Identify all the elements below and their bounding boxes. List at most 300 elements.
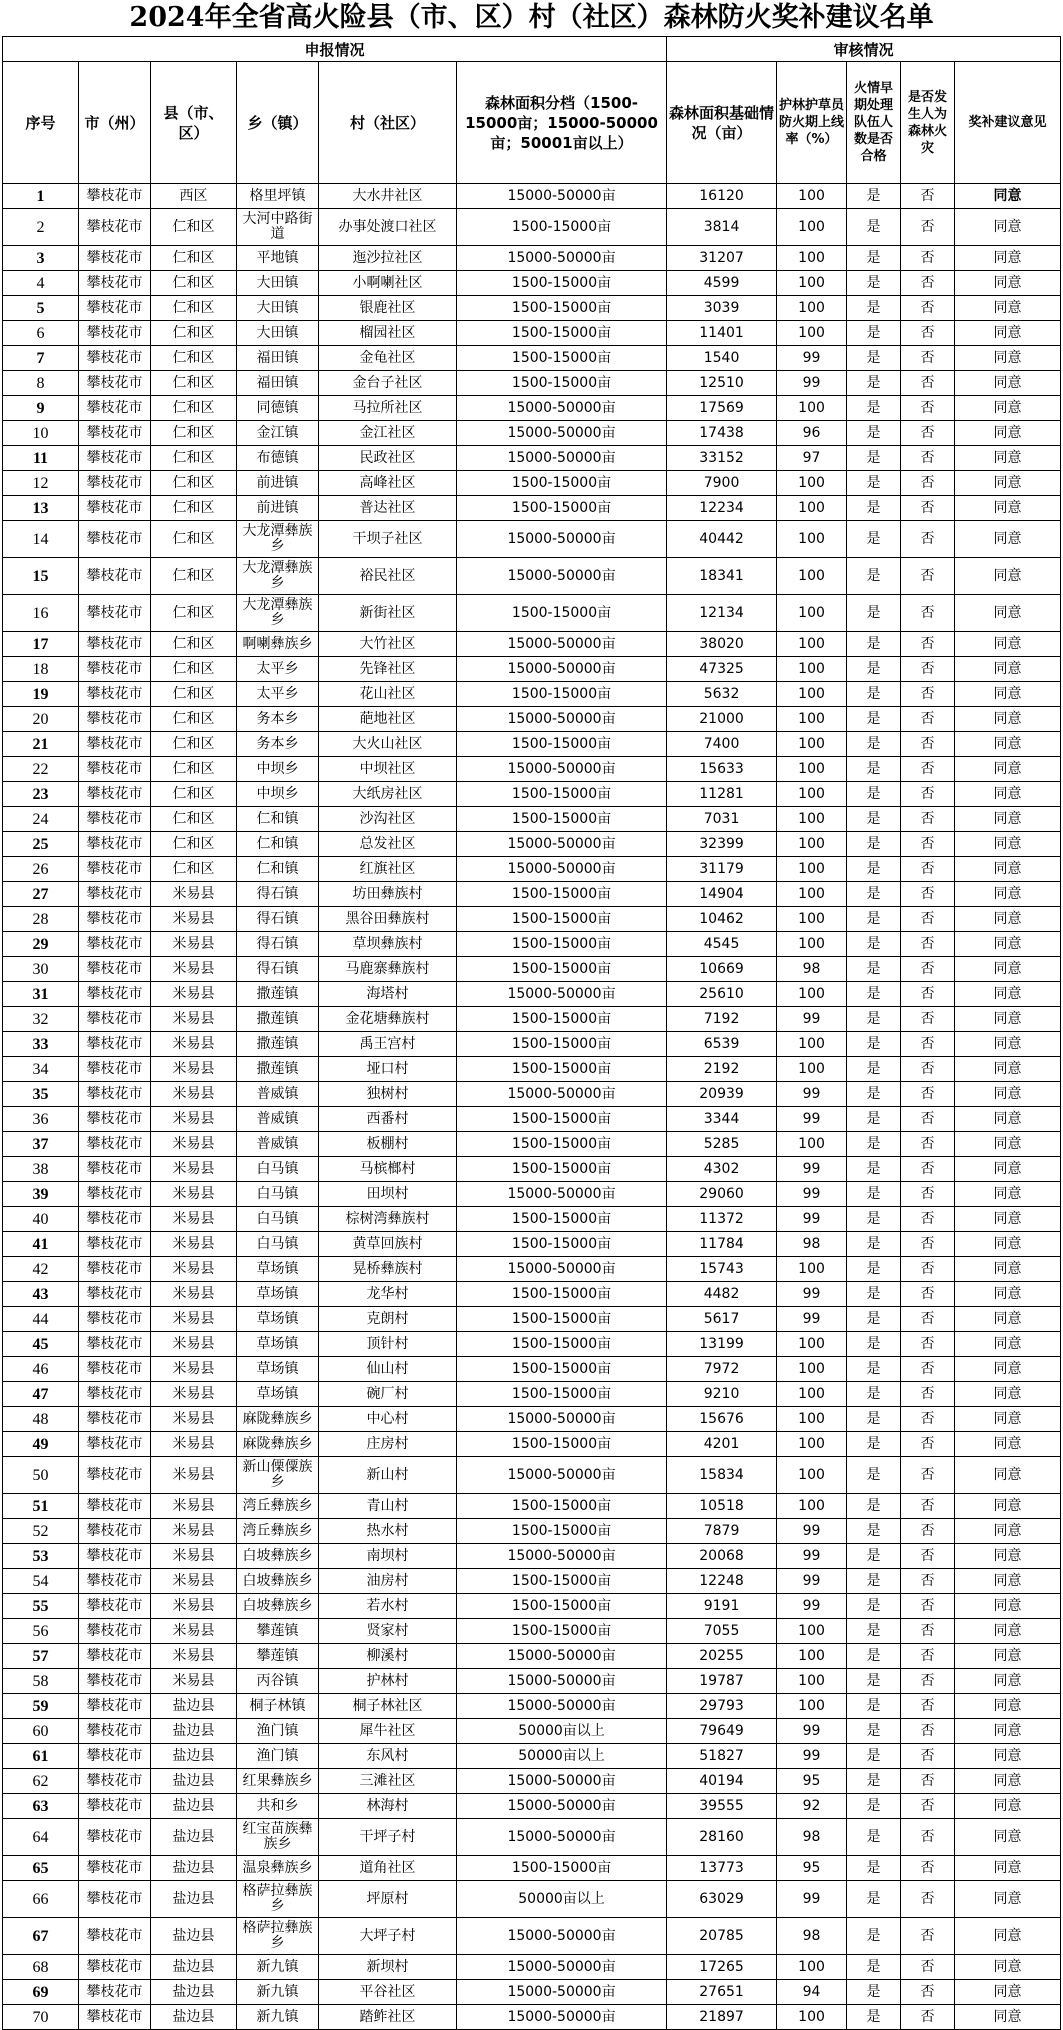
cell-city: 攀枝花市	[79, 1182, 151, 1207]
cell-area: 29060	[667, 1182, 777, 1207]
cell-tier: 1500-15000亩	[457, 1382, 667, 1407]
cell-seq: 9	[3, 396, 79, 421]
cell-tier: 15000-50000亩	[457, 1918, 667, 1955]
cell-fire: 否	[901, 1955, 955, 1980]
cell-fire: 否	[901, 371, 955, 396]
cell-team: 是	[847, 1819, 901, 1856]
cell-advice: 同意	[955, 1918, 1061, 1955]
cell-city: 攀枝花市	[79, 1918, 151, 1955]
cell-town: 桐子林镇	[237, 1694, 319, 1719]
cell-team: 是	[847, 1881, 901, 1918]
cell-area: 40194	[667, 1769, 777, 1794]
cell-area: 38020	[667, 632, 777, 657]
cell-county: 米易县	[151, 1644, 237, 1669]
cell-town: 白马镇	[237, 1182, 319, 1207]
cell-advice: 同意	[955, 1519, 1061, 1544]
cell-city: 攀枝花市	[79, 1769, 151, 1794]
cell-team: 是	[847, 957, 901, 982]
cell-advice: 同意	[955, 1980, 1061, 2005]
cell-town: 共和乡	[237, 1794, 319, 1819]
cell-county: 仁和区	[151, 346, 237, 371]
cell-seq: 64	[3, 1819, 79, 1856]
cell-fire: 否	[901, 1719, 955, 1744]
cell-area: 11281	[667, 782, 777, 807]
cell-seq: 43	[3, 1282, 79, 1307]
cell-seq: 28	[3, 907, 79, 932]
cell-fire: 否	[901, 1918, 955, 1955]
cell-city: 攀枝花市	[79, 1819, 151, 1856]
cell-rate: 100	[777, 1407, 847, 1432]
table-row	[3, 521, 1061, 558]
cell-area: 14904	[667, 882, 777, 907]
cell-area: 10669	[667, 957, 777, 982]
col-team: 火情早期处理队伍人数是否合格	[847, 62, 901, 184]
cell-county: 米易县	[151, 1457, 237, 1494]
cell-seq: 68	[3, 1955, 79, 1980]
cell-city: 攀枝花市	[79, 521, 151, 558]
cell-tier: 15000-50000亩	[457, 246, 667, 271]
cell-town: 大田镇	[237, 271, 319, 296]
cell-fire: 否	[901, 558, 955, 595]
cell-fire: 否	[901, 1881, 955, 1918]
cell-town: 攀莲镇	[237, 1619, 319, 1644]
cell-town: 渔门镇	[237, 1719, 319, 1744]
cell-team: 是	[847, 1307, 901, 1332]
cell-seq: 38	[3, 1157, 79, 1182]
cell-village: 高峰社区	[319, 471, 457, 496]
cell-seq: 4	[3, 271, 79, 296]
table-row	[3, 1744, 1061, 1769]
table-row	[3, 882, 1061, 907]
cell-team: 是	[847, 1544, 901, 1569]
cell-team: 是	[847, 1719, 901, 1744]
cell-city: 攀枝花市	[79, 1032, 151, 1057]
cell-village: 坪原村	[319, 1881, 457, 1918]
cell-seq: 50	[3, 1457, 79, 1494]
cell-seq: 36	[3, 1107, 79, 1132]
cell-county: 米易县	[151, 882, 237, 907]
cell-seq: 45	[3, 1332, 79, 1357]
cell-town: 得石镇	[237, 907, 319, 932]
cell-advice: 同意	[955, 1881, 1061, 1918]
cell-town: 仁和镇	[237, 807, 319, 832]
cell-tier: 15000-50000亩	[457, 184, 667, 209]
cell-town: 务本乡	[237, 732, 319, 757]
cell-team: 是	[847, 932, 901, 957]
cell-county: 仁和区	[151, 471, 237, 496]
cell-team: 是	[847, 682, 901, 707]
cell-rate: 99	[777, 371, 847, 396]
cell-city: 攀枝花市	[79, 595, 151, 632]
table-row	[3, 446, 1061, 471]
cell-fire: 否	[901, 496, 955, 521]
cell-area: 32399	[667, 832, 777, 857]
cell-tier: 1500-15000亩	[457, 271, 667, 296]
cell-town: 得石镇	[237, 882, 319, 907]
cell-area: 79649	[667, 1719, 777, 1744]
cell-seq: 42	[3, 1257, 79, 1282]
cell-county: 仁和区	[151, 321, 237, 346]
cell-advice: 同意	[955, 907, 1061, 932]
cell-county: 仁和区	[151, 657, 237, 682]
cell-area: 15743	[667, 1257, 777, 1282]
cell-tier: 1500-15000亩	[457, 321, 667, 346]
cell-area: 5285	[667, 1132, 777, 1157]
cell-seq: 13	[3, 496, 79, 521]
cell-town: 大河中路街道	[237, 209, 319, 246]
cell-fire: 否	[901, 1819, 955, 1856]
cell-area: 47325	[667, 657, 777, 682]
cell-area: 15633	[667, 757, 777, 782]
cell-rate: 100	[777, 1494, 847, 1519]
cell-team: 是	[847, 1332, 901, 1357]
cell-team: 是	[847, 1669, 901, 1694]
cell-city: 攀枝花市	[79, 1207, 151, 1232]
cell-seq: 49	[3, 1432, 79, 1457]
cell-town: 前进镇	[237, 496, 319, 521]
cell-village: 大竹社区	[319, 632, 457, 657]
cell-seq: 47	[3, 1382, 79, 1407]
cell-village: 裕民社区	[319, 558, 457, 595]
cell-county: 米易县	[151, 1432, 237, 1457]
cell-team: 是	[847, 1082, 901, 1107]
cell-village: 干坝子社区	[319, 521, 457, 558]
cell-city: 攀枝花市	[79, 732, 151, 757]
cell-village: 三滩社区	[319, 1769, 457, 1794]
cell-tier: 15000-50000亩	[457, 1819, 667, 1856]
cell-fire: 否	[901, 1407, 955, 1432]
cell-team: 是	[847, 1694, 901, 1719]
cell-fire: 否	[901, 1669, 955, 1694]
cell-team: 是	[847, 882, 901, 907]
cell-town: 攀莲镇	[237, 1644, 319, 1669]
cell-rate: 94	[777, 1980, 847, 2005]
cell-county: 米易县	[151, 1182, 237, 1207]
cell-advice: 同意	[955, 271, 1061, 296]
cell-tier: 15000-50000亩	[457, 757, 667, 782]
cell-area: 15676	[667, 1407, 777, 1432]
table-row	[3, 657, 1061, 682]
cell-team: 是	[847, 1794, 901, 1819]
cell-rate: 99	[777, 1207, 847, 1232]
cell-team: 是	[847, 1432, 901, 1457]
table-row	[3, 296, 1061, 321]
cell-seq: 52	[3, 1519, 79, 1544]
cell-town: 得石镇	[237, 957, 319, 982]
cell-town: 大龙潭彝族乡	[237, 558, 319, 595]
cell-team: 是	[847, 1856, 901, 1881]
col-rate: 护林护草员防火期上线率（%）	[777, 62, 847, 184]
cell-fire: 否	[901, 1157, 955, 1182]
cell-fire: 否	[901, 1132, 955, 1157]
cell-village: 犀牛社区	[319, 1719, 457, 1744]
table-row	[3, 1569, 1061, 1594]
cell-village: 草坝彝族村	[319, 932, 457, 957]
cell-city: 攀枝花市	[79, 1432, 151, 1457]
cell-county: 西区	[151, 184, 237, 209]
cell-rate: 100	[777, 1669, 847, 1694]
cell-village: 办事处渡口社区	[319, 209, 457, 246]
cell-tier: 15000-50000亩	[457, 1955, 667, 1980]
cell-village: 黑谷田彝族村	[319, 907, 457, 932]
cell-advice: 同意	[955, 1594, 1061, 1619]
cell-village: 碗厂村	[319, 1382, 457, 1407]
cell-town: 大田镇	[237, 296, 319, 321]
cell-fire: 否	[901, 471, 955, 496]
cell-county: 米易县	[151, 1357, 237, 1382]
cell-team: 是	[847, 1057, 901, 1082]
cell-village: 黄草回族村	[319, 1232, 457, 1257]
cell-fire: 否	[901, 1494, 955, 1519]
cell-tier: 15000-50000亩	[457, 707, 667, 732]
table-row	[3, 1232, 1061, 1257]
cell-seq: 35	[3, 1082, 79, 1107]
cell-area: 29793	[667, 1694, 777, 1719]
cell-village: 护林村	[319, 1669, 457, 1694]
cell-tier: 1500-15000亩	[457, 1232, 667, 1257]
cell-fire: 否	[901, 682, 955, 707]
cell-city: 攀枝花市	[79, 1594, 151, 1619]
cell-county: 米易县	[151, 1519, 237, 1544]
cell-city: 攀枝花市	[79, 832, 151, 857]
cell-town: 得石镇	[237, 932, 319, 957]
cell-team: 是	[847, 246, 901, 271]
cell-seq: 63	[3, 1794, 79, 1819]
cell-fire: 否	[901, 1107, 955, 1132]
cell-fire: 否	[901, 1232, 955, 1257]
cell-area: 63029	[667, 1881, 777, 1918]
cell-advice: 同意	[955, 1744, 1061, 1769]
cell-fire: 否	[901, 707, 955, 732]
table-row	[3, 1007, 1061, 1032]
cell-village: 金台子社区	[319, 371, 457, 396]
cell-county: 仁和区	[151, 707, 237, 732]
cell-fire: 否	[901, 657, 955, 682]
cell-advice: 同意	[955, 1569, 1061, 1594]
cell-village: 干坪子村	[319, 1819, 457, 1856]
cell-fire: 否	[901, 832, 955, 857]
cell-advice: 同意	[955, 1182, 1061, 1207]
cell-advice: 同意	[955, 1407, 1061, 1432]
table-row	[3, 271, 1061, 296]
cell-rate: 100	[777, 184, 847, 209]
cell-fire: 否	[901, 732, 955, 757]
cell-fire: 否	[901, 1257, 955, 1282]
cell-advice: 同意	[955, 957, 1061, 982]
cell-town: 普威镇	[237, 1132, 319, 1157]
cell-seq: 70	[3, 2005, 79, 2030]
cell-team: 是	[847, 1494, 901, 1519]
cell-fire: 否	[901, 932, 955, 957]
cell-city: 攀枝花市	[79, 907, 151, 932]
cell-town: 前进镇	[237, 471, 319, 496]
cell-village: 葩地社区	[319, 707, 457, 732]
cell-city: 攀枝花市	[79, 1794, 151, 1819]
cell-area: 11401	[667, 321, 777, 346]
table-row	[3, 595, 1061, 632]
cell-advice: 同意	[955, 1232, 1061, 1257]
cell-county: 盐边县	[151, 1881, 237, 1918]
cell-seq: 18	[3, 657, 79, 682]
cell-rate: 100	[777, 1057, 847, 1082]
cell-county: 仁和区	[151, 782, 237, 807]
cell-area: 20939	[667, 1082, 777, 1107]
cell-city: 攀枝花市	[79, 1619, 151, 1644]
cell-advice: 同意	[955, 1494, 1061, 1519]
cell-city: 攀枝花市	[79, 1382, 151, 1407]
cell-area: 27651	[667, 1980, 777, 2005]
cell-advice: 同意	[955, 782, 1061, 807]
cell-town: 福田镇	[237, 346, 319, 371]
cell-seq: 60	[3, 1719, 79, 1744]
cell-village: 热水村	[319, 1519, 457, 1544]
cell-rate: 99	[777, 1569, 847, 1594]
cell-team: 是	[847, 209, 901, 246]
cell-area: 17265	[667, 1955, 777, 1980]
cell-town: 红果彝族乡	[237, 1769, 319, 1794]
cell-town: 中坝乡	[237, 782, 319, 807]
cell-advice: 同意	[955, 707, 1061, 732]
cell-county: 米易县	[151, 1307, 237, 1332]
cell-seq: 32	[3, 1007, 79, 1032]
cell-seq: 5	[3, 296, 79, 321]
cell-village: 独树村	[319, 1082, 457, 1107]
cell-city: 攀枝花市	[79, 1307, 151, 1332]
cell-tier: 1500-15000亩	[457, 882, 667, 907]
table-row	[3, 832, 1061, 857]
cell-advice: 同意	[955, 632, 1061, 657]
cell-tier: 15000-50000亩	[457, 1644, 667, 1669]
group-declare: 申报情况	[3, 37, 667, 62]
cell-rate: 98	[777, 957, 847, 982]
cell-area: 31179	[667, 857, 777, 882]
cell-city: 攀枝花市	[79, 371, 151, 396]
cell-area: 39555	[667, 1794, 777, 1819]
cell-area: 1540	[667, 346, 777, 371]
cell-area: 10518	[667, 1494, 777, 1519]
cell-fire: 否	[901, 396, 955, 421]
cell-rate: 99	[777, 1007, 847, 1032]
cell-rate: 100	[777, 1382, 847, 1407]
cell-tier: 1500-15000亩	[457, 1494, 667, 1519]
table-row	[3, 184, 1061, 209]
cell-fire: 否	[901, 271, 955, 296]
cell-advice: 同意	[955, 1307, 1061, 1332]
cell-tier: 1500-15000亩	[457, 296, 667, 321]
cell-tier: 15000-50000亩	[457, 857, 667, 882]
cell-team: 是	[847, 1918, 901, 1955]
cell-village: 金江社区	[319, 421, 457, 446]
cell-advice: 同意	[955, 1107, 1061, 1132]
cell-fire: 否	[901, 2005, 955, 2030]
table-row	[3, 346, 1061, 371]
cell-team: 是	[847, 1980, 901, 2005]
cell-county: 盐边县	[151, 1794, 237, 1819]
cell-village: 大火山社区	[319, 732, 457, 757]
cell-city: 攀枝花市	[79, 184, 151, 209]
cell-county: 米易县	[151, 957, 237, 982]
cell-team: 是	[847, 857, 901, 882]
cell-county: 米易县	[151, 1107, 237, 1132]
cell-town: 撒莲镇	[237, 982, 319, 1007]
cell-town: 啊喇彝族乡	[237, 632, 319, 657]
cell-advice: 同意	[955, 246, 1061, 271]
cell-city: 攀枝花市	[79, 1132, 151, 1157]
table-row	[3, 807, 1061, 832]
cell-advice: 同意	[955, 757, 1061, 782]
cell-advice: 同意	[955, 421, 1061, 446]
cell-village: 禹王宫村	[319, 1032, 457, 1057]
cell-town: 格萨拉彝族乡	[237, 1881, 319, 1918]
cell-rate: 100	[777, 246, 847, 271]
cell-town: 红宝苗族彝族乡	[237, 1819, 319, 1856]
cell-tier: 1500-15000亩	[457, 1057, 667, 1082]
cell-team: 是	[847, 782, 901, 807]
cell-area: 20068	[667, 1544, 777, 1569]
cell-advice: 同意	[955, 1694, 1061, 1719]
cell-area: 7972	[667, 1357, 777, 1382]
cell-advice: 同意	[955, 1719, 1061, 1744]
cell-seq: 30	[3, 957, 79, 982]
cell-rate: 98	[777, 1918, 847, 1955]
table-row	[3, 471, 1061, 496]
cell-advice: 同意	[955, 1207, 1061, 1232]
cell-team: 是	[847, 982, 901, 1007]
cell-seq: 65	[3, 1856, 79, 1881]
award-list-table	[2, 36, 1061, 2030]
cell-town: 金江镇	[237, 421, 319, 446]
cell-team: 是	[847, 1007, 901, 1032]
cell-tier: 1500-15000亩	[457, 682, 667, 707]
cell-city: 攀枝花市	[79, 1057, 151, 1082]
cell-tier: 15000-50000亩	[457, 1669, 667, 1694]
cell-advice: 同意	[955, 521, 1061, 558]
cell-advice: 同意	[955, 832, 1061, 857]
cell-city: 攀枝花市	[79, 1719, 151, 1744]
col-tier: 森林面积分档（1500-15000亩；15000-50000亩；50001亩以上）	[457, 62, 667, 184]
cell-rate: 95	[777, 1856, 847, 1881]
cell-town: 麻陇彝族乡	[237, 1432, 319, 1457]
cell-city: 攀枝花市	[79, 346, 151, 371]
cell-advice: 同意	[955, 1157, 1061, 1182]
table-row	[3, 1082, 1061, 1107]
table-row	[3, 1182, 1061, 1207]
cell-city: 攀枝花市	[79, 1007, 151, 1032]
cell-rate: 99	[777, 1719, 847, 1744]
cell-city: 攀枝花市	[79, 321, 151, 346]
cell-rate: 99	[777, 1307, 847, 1332]
cell-village: 榴园社区	[319, 321, 457, 346]
cell-city: 攀枝花市	[79, 957, 151, 982]
table-row	[3, 1819, 1061, 1856]
cell-city: 攀枝花市	[79, 657, 151, 682]
cell-city: 攀枝花市	[79, 782, 151, 807]
cell-village: 马槟榔村	[319, 1157, 457, 1182]
cell-fire: 否	[901, 246, 955, 271]
cell-area: 11372	[667, 1207, 777, 1232]
cell-seq: 33	[3, 1032, 79, 1057]
cell-village: 大纸房社区	[319, 782, 457, 807]
cell-area: 6539	[667, 1032, 777, 1057]
cell-county: 盐边县	[151, 2005, 237, 2030]
cell-county: 米易县	[151, 1619, 237, 1644]
cell-county: 盐边县	[151, 1769, 237, 1794]
cell-rate: 100	[777, 471, 847, 496]
cell-rate: 98	[777, 1819, 847, 1856]
cell-team: 是	[847, 296, 901, 321]
cell-county: 盐边县	[151, 1918, 237, 1955]
cell-village: 棕树湾彝族村	[319, 1207, 457, 1232]
